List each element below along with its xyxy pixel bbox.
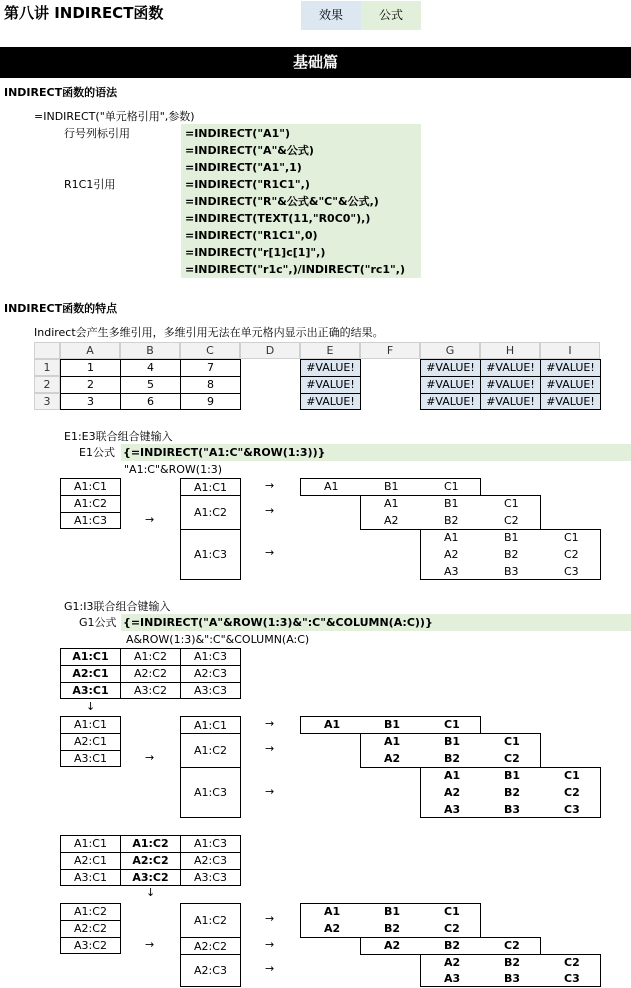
table-cell: A1:C1 (60, 835, 121, 853)
result-text: C1 (504, 735, 520, 748)
page-title: 第八讲 INDIRECT函数 (4, 4, 164, 22)
result-text: A2 (444, 956, 461, 969)
result-text: B1 (384, 480, 399, 493)
features-description: Indirect会产生多维引用，多维引用无法在单元格内显示出正确的结果。 (34, 326, 384, 339)
col-header: B (120, 342, 180, 359)
ref-cell: A1:C3 (60, 512, 121, 529)
ref-box: A2:C2 (180, 937, 241, 955)
sec2-formula-label: G1公式 (79, 616, 117, 629)
result-text: A3 (444, 803, 461, 816)
formula-item: =INDIRECT("R1C1",0) (185, 229, 318, 242)
table-cell: A3:C3 (180, 682, 241, 699)
ref-box: A1:C3 (180, 767, 241, 818)
result-text: B1 (384, 905, 401, 918)
data-cell: 2 (60, 376, 121, 394)
result-text: C3 (564, 803, 580, 816)
table-cell: A1:C3 (180, 648, 241, 666)
result-text: B2 (504, 786, 521, 799)
arrow-right-icon: → (265, 504, 275, 517)
result-text: C2 (504, 939, 520, 952)
result-text: B1 (384, 718, 401, 731)
syntax-signature: =INDIRECT("单元格引用",参数) (34, 110, 195, 123)
result-text: C1 (444, 480, 459, 493)
error-cell: #VALUE! (480, 359, 541, 377)
table-cell: A3:C1 (60, 869, 121, 886)
data-cell: 9 (180, 393, 241, 410)
result-text: A1 (324, 480, 339, 493)
arrow-right-icon: → (145, 751, 155, 764)
result-text: B2 (504, 956, 521, 969)
ref-cell: A2:C2 (60, 920, 121, 938)
tab-effect[interactable]: 效果 (301, 1, 361, 30)
error-cell: #VALUE! (300, 376, 361, 394)
result-text: A1 (324, 905, 341, 918)
result-text: A2 (444, 548, 459, 561)
data-cell: 1 (60, 359, 121, 377)
result-text: C2 (564, 956, 580, 969)
formula-item: =INDIRECT("r1c",)/INDIRECT("rc1",) (185, 263, 405, 276)
ref-cell: A3:C1 (60, 750, 121, 767)
col-header: E (300, 342, 360, 359)
arrow-right-icon: → (145, 938, 155, 951)
features-heading: INDIRECT函数的特点 (4, 302, 118, 315)
formula-item: =INDIRECT("r[1]c[1]",) (185, 246, 326, 259)
result-text: C2 (504, 514, 519, 527)
arrow-right-icon: → (265, 912, 275, 925)
table-cell: A1:C3 (180, 835, 241, 853)
result-text: A1 (324, 718, 341, 731)
sec2-note: G1:I3联合组合键输入 (64, 600, 171, 613)
sec1-formula-label: E1公式 (79, 446, 115, 459)
result-text: A2 (384, 514, 399, 527)
error-cell: #VALUE! (540, 376, 601, 394)
col-header: D (240, 342, 300, 359)
table-cell: A2:C3 (180, 665, 241, 683)
ref-box: A1:C2 (180, 733, 241, 768)
result-text: A3 (444, 972, 461, 985)
arrow-down-icon: ↓ (146, 886, 156, 899)
section-banner: 基础篇 (0, 47, 631, 78)
table-cell: A1:C2 (120, 648, 181, 666)
sec1-expression: "A1:C"&ROW(1:3) (124, 463, 223, 476)
table-cell: A2:C2 (120, 665, 181, 683)
result-text: C1 (564, 769, 580, 782)
ref-box: A1:C3 (180, 529, 241, 580)
table-cell: A3:C3 (180, 869, 241, 886)
data-cell: 3 (60, 393, 121, 410)
table-cell: A1:C2 (120, 835, 181, 853)
error-cell: #VALUE! (540, 359, 601, 377)
tab-formula[interactable]: 公式 (361, 1, 421, 30)
error-cell: #VALUE! (540, 393, 601, 410)
label-a1-style: 行号列标引用 (64, 127, 130, 140)
result-text: B1 (504, 769, 521, 782)
ref-cell: A2:C1 (60, 733, 121, 751)
arrow-right-icon: → (265, 717, 275, 730)
result-text: C1 (444, 905, 460, 918)
ref-box: A1:C1 (180, 716, 241, 734)
result-text: B2 (384, 922, 401, 935)
arrow-right-icon: → (265, 962, 275, 975)
row-header: 3 (34, 393, 60, 410)
formula-item: =INDIRECT("R"&公式&"C"&公式,) (185, 195, 379, 208)
arrow-right-icon: → (265, 938, 275, 951)
table-cell: A3:C2 (120, 869, 181, 886)
table-cell: A2:C1 (60, 852, 121, 870)
ref-box: A1:C2 (180, 495, 241, 530)
result-text: B2 (444, 752, 461, 765)
error-cell: #VALUE! (420, 359, 481, 377)
label-r1c1-style: R1C1引用 (64, 178, 116, 191)
result-text: A2 (384, 752, 401, 765)
result-text: A1 (384, 735, 401, 748)
result-text: C2 (564, 786, 580, 799)
result-text: A1 (384, 497, 399, 510)
result-text: B3 (504, 972, 521, 985)
table-cell: A2:C3 (180, 852, 241, 870)
data-cell: 4 (120, 359, 181, 377)
arrow-right-icon: → (265, 785, 275, 798)
error-cell: #VALUE! (300, 359, 361, 377)
table-cell: A3:C2 (120, 682, 181, 699)
col-header: A (60, 342, 120, 359)
result-text: A2 (324, 922, 341, 935)
ref-cell: A1:C1 (60, 716, 121, 734)
result-text: A2 (384, 939, 401, 952)
col-header: G (420, 342, 480, 359)
result-text: B2 (444, 514, 459, 527)
data-cell: 6 (120, 393, 181, 410)
ref-cell: A1:C2 (60, 495, 121, 513)
arrow-right-icon: → (265, 546, 275, 559)
ref-cell: A3:C2 (60, 937, 121, 954)
ref-box: A2:C3 (180, 954, 241, 987)
formula-item: =INDIRECT("A"&公式) (185, 144, 314, 157)
sec1-note: E1:E3联合组合键输入 (64, 430, 173, 443)
result-text: A3 (444, 565, 459, 578)
arrow-down-icon: ↓ (86, 700, 96, 713)
result-text: C2 (504, 752, 520, 765)
result-text: B2 (444, 939, 461, 952)
sec1-formula: {=INDIRECT("A1:C"&ROW(1:3))} (123, 446, 326, 459)
result-text: C1 (444, 718, 460, 731)
result-text: C1 (564, 531, 579, 544)
arrow-right-icon: → (265, 742, 275, 755)
ref-box: A1:C1 (180, 478, 241, 496)
table-cell: A3:C1 (60, 682, 121, 699)
result-text: C1 (504, 497, 519, 510)
error-cell: #VALUE! (420, 393, 481, 410)
table-cell: A1:C1 (60, 648, 121, 666)
table-cell: A2:C1 (60, 665, 121, 683)
result-text: B1 (444, 735, 461, 748)
result-text: B3 (504, 565, 519, 578)
result-text: B1 (444, 497, 459, 510)
result-text: C3 (564, 972, 580, 985)
table-cell: A2:C2 (120, 852, 181, 870)
result-text: C2 (564, 548, 579, 561)
row-header: 2 (34, 376, 60, 393)
arrow-right-icon: → (145, 513, 155, 526)
col-header: F (360, 342, 420, 359)
data-cell: 5 (120, 376, 181, 394)
sec2-formula: {=INDIRECT("A"&ROW(1:3)&":C"&COLUMN(A:C))} (123, 616, 433, 629)
result-text: A1 (444, 531, 459, 544)
row-header: 1 (34, 359, 60, 376)
col-header: H (480, 342, 540, 359)
arrow-right-icon: → (265, 479, 275, 492)
result-text: B3 (504, 803, 521, 816)
formula-item: =INDIRECT("R1C1",) (185, 178, 310, 191)
error-cell: #VALUE! (420, 376, 481, 394)
corner-header (34, 342, 60, 359)
result-text: B1 (504, 531, 519, 544)
data-cell: 8 (180, 376, 241, 394)
result-text: C3 (564, 565, 579, 578)
error-cell: #VALUE! (300, 393, 361, 410)
error-cell: #VALUE! (480, 376, 541, 394)
col-header: I (540, 342, 600, 359)
formula-item: =INDIRECT(TEXT(11,"R0C0"),) (185, 212, 371, 225)
ref-cell: A1:C2 (60, 903, 121, 921)
data-cell: 7 (180, 359, 241, 377)
ref-box: A1:C2 (180, 903, 241, 938)
syntax-heading: INDIRECT函数的语法 (4, 86, 118, 99)
formula-item: =INDIRECT("A1",1) (185, 161, 302, 174)
result-text: A2 (444, 786, 461, 799)
result-text: A1 (444, 769, 461, 782)
sec2-expression: A&ROW(1:3)&":C"&COLUMN(A:C) (126, 633, 310, 646)
error-cell: #VALUE! (480, 393, 541, 410)
col-header: C (180, 342, 240, 359)
result-text: C2 (444, 922, 460, 935)
formula-item: =INDIRECT("A1") (185, 127, 290, 140)
ref-cell: A1:C1 (60, 478, 121, 496)
result-text: B2 (504, 548, 519, 561)
